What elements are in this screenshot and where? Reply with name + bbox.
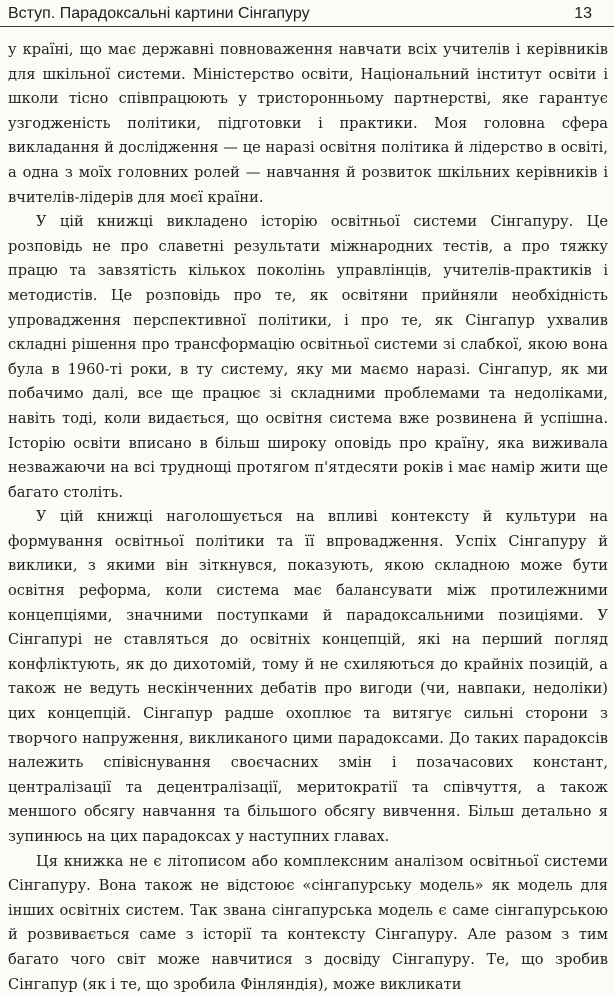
body-text bbox=[8, 38, 608, 997]
running-header bbox=[0, 0, 614, 27]
paragraph-4: Ця книжка не є літописом або комплексним аналізом освітньої системи Сінгапуру. Вона також не відстоює «сінгапурську модель» як модель для інших освітніх систем. Так звана сінгапурська модель є саме сінгапурською й розвивається саме з історії та контексту Сінгапуру. Але разом з тим багато чого світ може навчитися з досвіду Сінгапуру. Те, що зробив Сінгапур (як і те, що зробила Фінляндія), може викликати bbox=[8, 852, 608, 993]
paragraph-2: У цій книжці викладено історію освітньої системи Сінгапуру. Це розповідь не про славетні результати міжнародних тестів, а про тяжку працю та завзятість кількох поколінь управлінців, учителів-практиків і методистів. Це розповідь про те, як освітяни прийняли необхідність упровадження перспективної політики, і про те, як Сінгапур ухвалив складні рішення про трансформацію освітньої системи зі слабкої, якою вона була в 1960-ті роки, в ту систему, яку ми маємо наразі. Сінгапур, як ми побачимо далі, все ще працює зі складними проблемами та недоліками, навіть тоді, коли видається, що освітня система вже розвинена й успішна. Історію освіти вписано в більш широку оповідь про країну, яка виживала незважаючи на всі труднощі протягом п'ятдесяти років і має намір жити ще багато століть. bbox=[8, 213, 608, 501]
paragraph-1: у країні, що має державні повноваження навчати всіх учителів і керівників для шкільної системи. Міністерство освіти, Національний інститут освіти і школи тісно співпрацюють у тристоронньому партнерстві, яке гарантує узгодженість політики, підготовки і практики. Моя головна сфера викладання й дослідження — це наразі освітня політика й лідерство в освіті, а одна з моїх головних ролей — навчання й розвиток шкільних керівників і вчителів-лідерів для моєї країни. bbox=[8, 41, 608, 206]
page-number: 13 bbox=[574, 5, 592, 22]
running-title: Вступ. Парадоксальні картини Сінгапуру bbox=[8, 5, 310, 22]
paragraph-3: У цій книжці наголошується на впливі контексту й культури на формування освітньої політики та її впровадження. Успіх Сінгапуру й виклики, з якими він зіткнувся, показують, якою складною може бути освітня реформа, коли система має балансувати між протилежними концепціями, значними поступками й парадоксальними позиціями. У Сінгапурі не ставляться до освітніх концепцій, які на перший погляд конфліктують, як до дихотомій, тому й не схиляються до крайніх позицій, а також не ведуть нескінченних дебатів про вигоди (чи, навпаки, недоліки) цих концепцій. Сінгапур радше охоплює та витягує сильні сторони з творчого напруження, викликаного цими парадоксами. До таких парадоксів належить співіснування своєчасних змін і позачасових констант, централізації та децентралізації, меритократії та співчуття, а також меншого обсягу навчання та більшого обсягу вивчення. Більш детально я зупинюсь на цих парадоксах у наступних главах. bbox=[8, 508, 608, 845]
